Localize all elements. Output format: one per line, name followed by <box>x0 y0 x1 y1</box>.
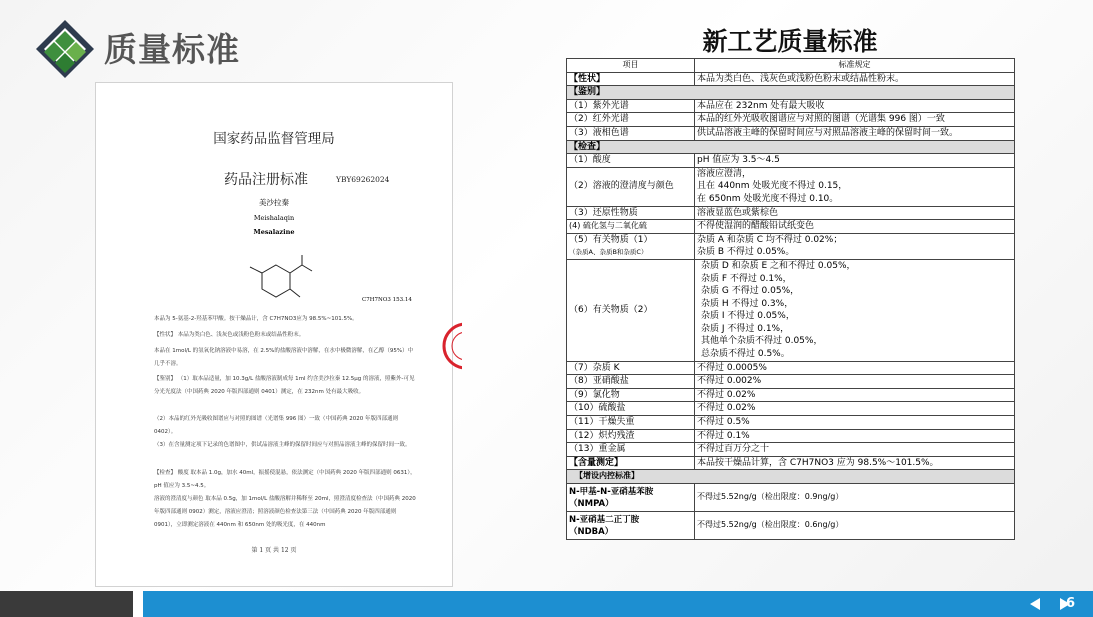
section-identification: 【鉴别】 <box>567 86 1015 100</box>
properties-value: 本品为类白色、浅灰色或浅粉色粉末或结晶性粉末。 <box>695 72 1015 86</box>
document-drug-name-pinyin: Meishalaqin <box>253 214 295 222</box>
row-value: 不得过 0.02% <box>695 388 1015 402</box>
impurity-limit: 不得过5.52ng/g（检出限度：0.6ng/g） <box>695 512 1015 540</box>
registration-standard-document <box>95 82 453 587</box>
value-line: 总杂质不得过 0.5%。 <box>701 349 790 360</box>
row-item: （7）杂质 K <box>567 361 695 375</box>
red-seal-icon <box>440 321 462 371</box>
row-item: （8）亚硝酸盐 <box>567 375 695 389</box>
document-paragraph: 【检查】 酸度 取本品 1.0g，加水 40ml，振摇使混悬，依法测定（中国药典 2020 年版四部通则 0631），pH 值应为 3.5~4.5。 <box>154 470 416 489</box>
row-item: （6）有关物质（2） <box>567 259 695 361</box>
table-row <box>567 429 1015 443</box>
table-row <box>567 484 1015 512</box>
table-row <box>567 259 1015 361</box>
document-standard-title: 药品注册标准 <box>224 172 308 188</box>
document-paragraph: 本品为 5-氨基-2-羟基苯甲酸。按干燥品计，含 C7H7NO3应为 98.5%~101.5%。 <box>154 316 358 322</box>
impurity-abbrev-line: （NDBA） <box>569 526 614 537</box>
row-item: （1）酸度 <box>567 154 695 168</box>
row-value: pH 值应为 3.5～4.5 <box>695 154 1015 168</box>
document-paragraph: 【性状】 本品为类白色、浅灰色或浅粉色粉末或结晶性粉末。 <box>154 332 305 338</box>
value-line: 在 650nm 处吸光度不得过 0.10。 <box>697 193 839 204</box>
table-row <box>567 126 1015 140</box>
row-value: 不得过 0.5% <box>695 416 1015 430</box>
row-item: （12）炽灼残渣 <box>567 429 695 443</box>
item-subline: （杂质A、杂质B和杂质C） <box>569 248 648 257</box>
table-row <box>567 154 1015 168</box>
row-item: （11）干燥失重 <box>567 416 695 430</box>
quality-standard-table <box>566 58 1015 540</box>
document-formula: C7H7NO3 153.14 <box>362 297 412 303</box>
table-row <box>567 72 1015 86</box>
value-line: 杂质 A 和杂质 C 均不得过 0.02%； <box>697 234 843 245</box>
value-line: 杂质 I 不得过 0.05%， <box>701 311 795 322</box>
document-paragraph: 【鉴别】 （1）取本品适量，加 10.3g/L 盐酸溶液制成每 1ml 约含美沙拉秦 12.5μg 的溶液，照紫外-可见分光光度法（中国药典 2020 年版四部通则 0401）测定，在 232nm 处有最大吸收。 <box>154 376 415 395</box>
table-row <box>567 456 1015 470</box>
row-item: （2）红外光谱 <box>567 113 695 127</box>
table-row <box>567 388 1015 402</box>
row-value: 不得使湿润的醋酸铅试纸变色 <box>695 220 1015 234</box>
row-value <box>695 167 1015 206</box>
row-item: （10）硫酸盐 <box>567 402 695 416</box>
item-line: （5）有关物质（1） <box>569 234 653 245</box>
section-tests: 【检查】 <box>567 140 1015 154</box>
value-line: 其他单个杂质不得过 0.05%， <box>701 336 823 347</box>
document-paragraph: 本品在 1mol/L 的氢氧化钠溶液中易溶，在 2.5%的盐酸溶液中溶解，在水中极微溶解，在乙醇（95%）中几乎不溶。 <box>154 348 414 367</box>
impurity-name <box>567 512 695 540</box>
row-item: （1）紫外光谱 <box>567 99 695 113</box>
slide-title: 质量标准 <box>104 30 240 69</box>
table-row <box>567 167 1015 206</box>
impurity-name <box>567 484 695 512</box>
row-item: （3）还原性物质 <box>567 206 695 220</box>
row-item: （3）液相色谱 <box>567 126 695 140</box>
chemical-structure-icon <box>236 251 316 311</box>
row-value: 不得过 0.02% <box>695 402 1015 416</box>
row-value: 溶液显蓝色或紫棕色 <box>695 206 1015 220</box>
row-value: 不得过 0.0005% <box>695 361 1015 375</box>
impurity-limit: 不得过5.52ng/g（检出限度：0.9ng/g） <box>695 484 1015 512</box>
document-drug-name-zh: 美沙拉秦 <box>259 198 289 207</box>
row-value: 不得过 0.1% <box>695 429 1015 443</box>
row-item: （13）重金属 <box>567 443 695 457</box>
row-value <box>695 233 1015 259</box>
value-line: 杂质 J 不得过 0.1%， <box>701 323 790 334</box>
table-row <box>567 402 1015 416</box>
document-drug-name-en: Mesalazine <box>253 228 295 236</box>
row-value: 本品的红外光吸收图谱应与对照的图谱（光谱集 996 图）一致 <box>695 113 1015 127</box>
footer-dark-bar <box>0 591 133 617</box>
table-title: 新工艺质量标准 <box>702 27 878 56</box>
section-properties: 【性状】 <box>567 72 695 86</box>
value-line: 杂质 D 和杂质 E 之和不得过 0.05%， <box>701 260 856 271</box>
row-value: 供试品溶液主峰的保留时间应与对照品溶液主峰的保留时间一致。 <box>695 126 1015 140</box>
table-row <box>567 361 1015 375</box>
value-line: 杂质 F 不得过 0.1%， <box>701 273 792 284</box>
row-value: 不得过百万分之十 <box>695 443 1015 457</box>
table-section-row <box>567 86 1015 100</box>
document-agency: 国家药品监督管理局 <box>213 131 335 147</box>
value-line: 且在 440nm 处吸光度不得过 0.15， <box>697 181 848 192</box>
previous-slide-icon[interactable] <box>1030 598 1040 610</box>
value-line: 溶液应澄清， <box>697 168 752 179</box>
assay-value: 本品按干燥品计算，含 C7H7NO3 应为 98.5%～101.5%。 <box>695 456 1015 470</box>
table-row <box>567 220 1015 234</box>
section-assay: 【含量测定】 <box>567 456 695 470</box>
table-row <box>567 375 1015 389</box>
footer-blue-bar <box>143 591 1093 617</box>
table-section-row <box>567 470 1015 484</box>
impurity-abbrev-line: （NMPA） <box>569 498 614 509</box>
table-row <box>567 206 1015 220</box>
document-paragraph: （2）本品的红外光吸收图谱应与对照的图谱（光谱集 996 图）一致（中国药典 2020 年版四部通则 0402）。 <box>154 416 398 435</box>
row-value: 不得过 0.002% <box>695 375 1015 389</box>
header-item: 项目 <box>567 59 695 73</box>
document-paragraph: 溶液的澄清度与颜色 取本品 0.5g，加 1mol/L 盐酸溶解并稀释至 20ml，照澄清度检查法（中国药典 2020 年版四部通则 0902）测定，溶液应澄清；照溶液颜色检查法第三法（中国药典 2020 年版四部通则 0901），立即测定溶液在 440nm 和 650nm 处的吸光度，在 440nm <box>154 496 416 528</box>
row-item: （9）氯化物 <box>567 388 695 402</box>
row-item: （2）溶液的澄清度与颜色 <box>567 167 695 206</box>
document-page-footer: 第 1 页 共 12 页 <box>251 547 297 554</box>
row-value: 本品应在 232nm 处有最大吸收 <box>695 99 1015 113</box>
value-line: 杂质 H 不得过 0.3%， <box>701 298 794 309</box>
row-value <box>695 259 1015 361</box>
table-row <box>567 416 1015 430</box>
value-line: 杂质 G 不得过 0.05%， <box>701 286 800 297</box>
table-row <box>567 233 1015 259</box>
table-section-row <box>567 140 1015 154</box>
row-item <box>567 233 695 259</box>
table-row <box>567 99 1015 113</box>
value-line: 杂质 B 不得过 0.05%。 <box>697 247 795 258</box>
document-paragraph: （3）在含量测定项下记录的色谱图中，供试品溶液主峰的保留时间应与对照品溶液主峰的保留时间一致。 <box>154 442 411 448</box>
impurity-name-line: N-亚硝基二正丁胺 <box>569 514 640 525</box>
table-row <box>567 512 1015 540</box>
table-header-row <box>567 59 1015 73</box>
table-row <box>567 443 1015 457</box>
document-standard-code: YBY69262024 <box>336 175 390 184</box>
header-standard: 标准规定 <box>695 59 1015 73</box>
section-internal-control: 【增设内控标准】 <box>567 470 1015 484</box>
page-number: 6 <box>1066 596 1076 611</box>
impurity-name-line: N-甲基-N-亚硝基苯胺 <box>569 486 654 497</box>
row-item: (4) 硫化氢与二氧化硫 <box>567 220 695 234</box>
table-row <box>567 113 1015 127</box>
company-logo-icon <box>34 18 96 80</box>
